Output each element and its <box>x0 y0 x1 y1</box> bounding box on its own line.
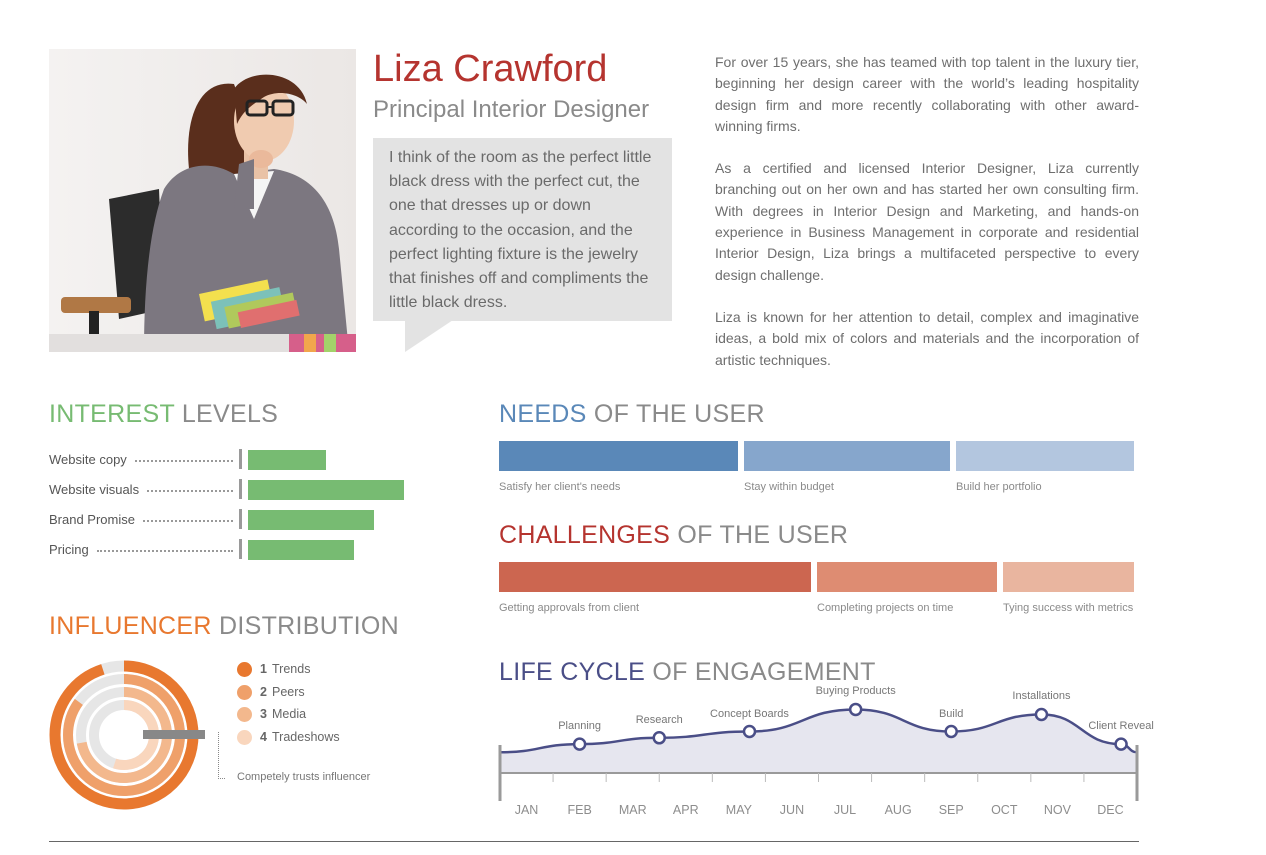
month-label: NOV <box>1043 803 1071 817</box>
legend-number: 1 <box>260 662 267 676</box>
quote-bubble <box>373 138 672 321</box>
month-label: MAR <box>618 803 647 817</box>
stage-marker <box>574 739 585 750</box>
month-label: AUG <box>884 803 912 817</box>
month-label: APR <box>672 803 699 817</box>
interest-row <box>49 450 409 470</box>
challenges-title-rest: OF THE USER <box>670 521 849 549</box>
month-label: FEB <box>567 803 592 817</box>
profile-name: Liza Crawford <box>373 48 608 90</box>
legend-swatch <box>237 685 252 700</box>
interest-axis-tick <box>239 449 242 469</box>
challenge-label: Getting approvals from client <box>499 602 640 614</box>
interest-label: Pricing <box>49 542 89 557</box>
stage-label: Planning <box>558 720 602 733</box>
influencer-ring-chart <box>45 655 245 820</box>
interest-axis-tick <box>239 509 242 529</box>
need-label: Build her portfolio <box>956 481 1042 493</box>
lifecycle-title-highlight: LIFE CYCLE <box>499 658 646 686</box>
lifecycle-title-rest: OF ENGAGEMENT <box>645 658 876 686</box>
challenge-label: Completing projects on time <box>817 602 954 614</box>
interest-leader-dots <box>135 460 233 462</box>
stage-marker <box>850 704 861 715</box>
challenge-label: Tying success with metrics <box>1003 602 1134 614</box>
legend-number: 3 <box>260 707 267 722</box>
bio-paragraph: For over 15 years, she has teamed with top talent in the luxury tier, beginning her design career with the world’s leading hospitality design firm and more recently collaborating with other award-winning firms. <box>715 54 1139 134</box>
needs-title <box>499 400 765 429</box>
interest-label: Website copy <box>49 452 127 467</box>
stage-marker <box>946 726 957 737</box>
annotation-leader <box>218 732 225 779</box>
bio-paragraph: As a certified and licensed Interior Designer, Liza currently branching out on her own and has started her own consulting firm. With degrees in Interior Design and Marketing, and hands-on experience in Business Management in corporate and residential Interior Design, Liza brings a multifaceted perspective to every design challenge. <box>715 160 1139 283</box>
month-label: DEC <box>1097 803 1124 817</box>
stage-marker <box>654 732 665 743</box>
interest-axis-tick <box>239 539 242 559</box>
influencer-distribution-title <box>49 612 399 641</box>
lifecycle-chart <box>495 690 1145 805</box>
legend-label: Tradeshows <box>272 730 340 745</box>
need-label: Stay within budget <box>744 481 834 493</box>
lifecycle-title <box>499 658 876 687</box>
month-label: JUN <box>779 803 805 817</box>
ring-pointer <box>143 730 205 739</box>
interest-bar <box>248 540 354 560</box>
quote-text: I think of the room as the perfect little black dress with the perfect cut, the one that dresses up or down according to the occasion, and the perfect lighting fixture is the jewelry that finishes off and compliments the little black dress. <box>389 149 652 312</box>
need-label: Satisfy her client's needs <box>499 481 621 493</box>
legend-number: 4 <box>260 730 267 745</box>
legend-swatch <box>237 730 252 745</box>
stage-label: Concept Boards <box>710 707 789 720</box>
month-label: MAY <box>725 803 752 817</box>
stage-label: Research <box>635 713 683 726</box>
bottom-divider <box>49 841 1139 842</box>
profile-bio <box>715 52 1139 392</box>
challenges-title-highlight: CHALLENGES <box>499 521 671 549</box>
influencer-title-highlight: INFLUENCER <box>49 612 212 640</box>
interest-row <box>49 510 409 530</box>
stage-label: Build <box>938 707 964 720</box>
month-label: OCT <box>991 803 1018 817</box>
challenge-block <box>1003 562 1134 592</box>
legend-label: Peers <box>272 684 305 699</box>
stage-marker <box>1116 739 1127 750</box>
month-label: JAN <box>514 803 539 817</box>
legend-number: 2 <box>260 684 267 699</box>
bio-paragraph: Liza is known for her attention to detail, complex and imaginative ideas, a bold mix of colors and materials and the incorporation of artistic techniques. <box>715 308 1139 368</box>
interest-bar <box>248 480 404 500</box>
challenges-title <box>499 521 848 550</box>
interest-leader-dots <box>143 520 233 522</box>
influencer-title-rest: DISTRIBUTION <box>211 612 399 640</box>
month-label: SEP <box>938 803 964 817</box>
stage-marker <box>1036 709 1047 720</box>
challenge-block <box>499 562 811 592</box>
need-block <box>956 441 1134 471</box>
interest-axis-tick <box>239 479 242 499</box>
stage-marker <box>744 726 755 737</box>
influencer-annotation: Competely trusts influencer <box>237 771 371 783</box>
interest-leader-dots <box>147 490 233 492</box>
interest-label: Brand Promise <box>49 512 135 527</box>
month-label: JUL <box>833 803 857 817</box>
legend-swatch <box>237 662 252 677</box>
challenge-block <box>817 562 997 592</box>
interest-levels-title <box>49 400 278 429</box>
stage-label: Installations <box>1012 690 1071 703</box>
need-block <box>744 441 950 471</box>
needs-title-highlight: NEEDS <box>499 400 587 428</box>
legend-swatch <box>237 707 252 722</box>
interest-label: Website visuals <box>49 482 140 497</box>
legend-label: Trends <box>272 662 311 676</box>
interest-bar <box>248 450 326 470</box>
quote-bubble-tail <box>405 320 453 352</box>
interest-row <box>49 540 409 560</box>
interest-row <box>49 480 409 500</box>
stage-label: Client Reveal <box>1088 720 1154 733</box>
stage-label: Buying Products <box>815 685 896 698</box>
legend-label: Media <box>272 707 307 722</box>
interest-bar <box>248 510 374 530</box>
profile-role: Principal Interior Designer <box>373 96 650 123</box>
needs-title-rest: OF THE USER <box>586 400 765 428</box>
interest-title-highlight: INTEREST <box>49 400 175 428</box>
interest-leader-dots <box>97 550 233 552</box>
need-block <box>499 441 738 471</box>
profile-photo <box>49 49 356 352</box>
interest-title-rest: LEVELS <box>174 400 279 428</box>
